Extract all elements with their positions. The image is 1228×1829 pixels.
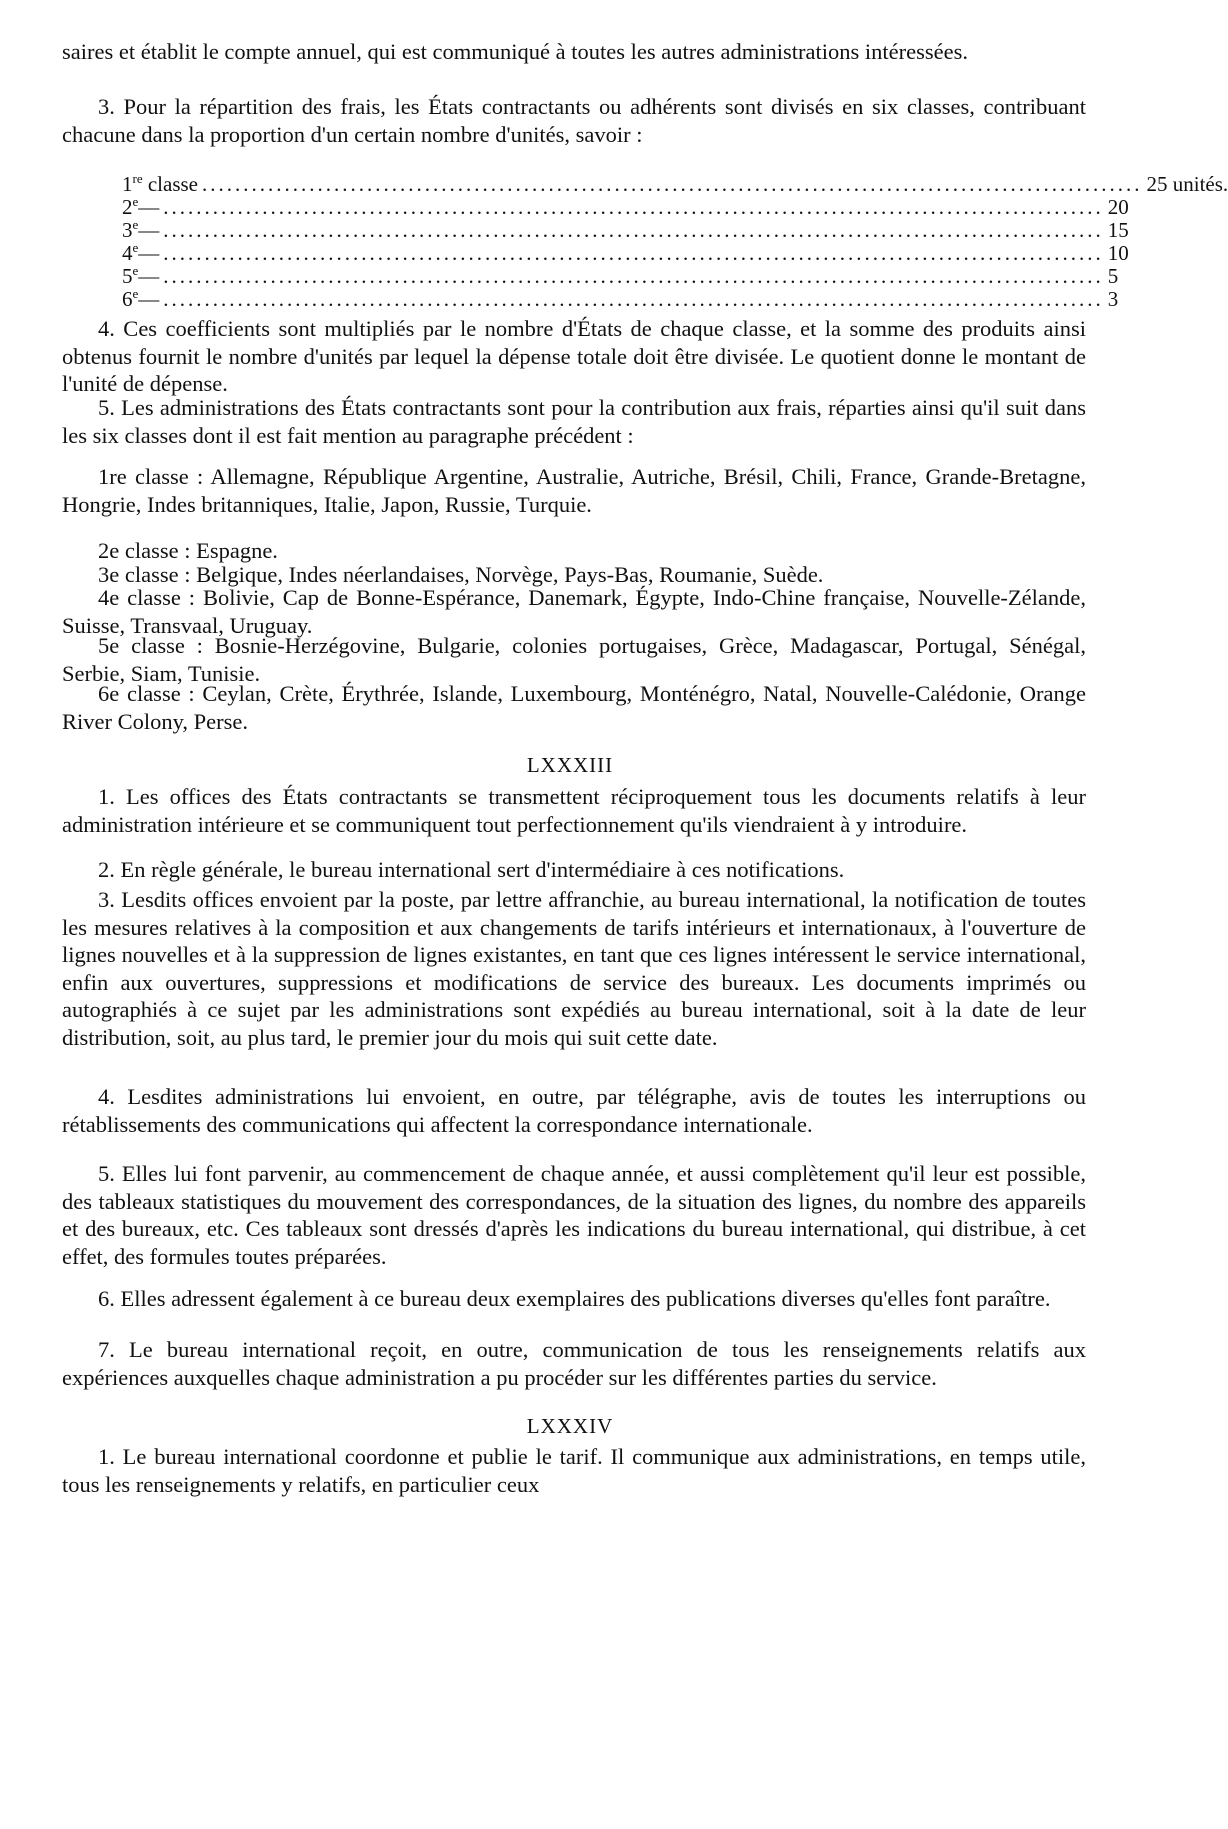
leader-dots: ..................................................................................................................	[163, 287, 1104, 311]
paragraph: 1. Les offices des États contractants se transmettent réciproquement tous les documents relatifs à leur administration intérieure et se communiquent tout perfectionnement qu'ils viendraient à y introduire.	[62, 784, 1086, 837]
ditto-dash: —	[138, 264, 160, 288]
ditto-dash: —	[138, 218, 160, 242]
paragraph: 3. Lesdits offices envoient par la poste, par lettre affranchie, au bureau international, la notification de toutes les mesures relatives à la composition et aux changements de tarifs intérieurs et internationaux, à l'ouverture de lignes nouvelles et à la suppression de lignes existantes, en tant que ces lignes intéressent le service international, enfin aux ouvertures, suppressions et modifications de service des bureaux. Les documents imprimés ou autographiés à ce sujet par les administrations sont expédiés au bureau international, soit à la date de leur distribution, soit, au plus tard, le premier jour du mois qui suit cette date.	[62, 887, 1086, 1050]
section-heading: LXXXIII	[526, 753, 614, 777]
paragraph: 6e classe : Ceylan, Crète, Érythrée, Islande, Luxembourg, Monténégro, Natal, Nouvelle-Calédonie, Orange River Colony, Perse.	[62, 681, 1086, 734]
section-heading: LXXXIV	[526, 1414, 614, 1438]
paragraph: 4e classe : Bolivie, Cap de Bonne-Espérance, Danemark, Égypte, Indo-Chine française, Nouvelle-Zélande, Suisse, Transvaal, Uruguay.	[62, 585, 1086, 638]
paragraph: 4. Lesdites administrations lui envoient, en outre, par télégraphe, avis de toutes les interruptions ou rétablissements des communications qui affectent la correspondance internationale.	[62, 1084, 1086, 1137]
paragraph: 5. Les administrations des États contractants sont pour la contribution aux frais, réparties ainsi qu'il suit dans les six classes dont il est fait mention au paragraphe précédent :	[62, 395, 1086, 448]
paragraph: 7. Le bureau international reçoit, en outre, communication de tous les renseignements relatifs aux expériences auxquelles chaque administration a pu procéder sur les différentes parties du service.	[62, 1337, 1086, 1390]
class-units: 5	[1107, 264, 1119, 288]
leader-dots: ..................................................................................................................	[163, 218, 1104, 242]
class-number: 1re classe	[122, 171, 199, 196]
class-number: 6e	[122, 286, 139, 311]
ditto-dash: —	[138, 195, 160, 219]
paragraph: 1. Le bureau international coordonne et publie le tarif. Il communique aux administrations, en temps utile, tous les renseignements y relatifs, en particulier ceux	[62, 1444, 1086, 1497]
class-units: 20	[1107, 195, 1129, 219]
paragraph: 5e classe : Bosnie-Herzégovine, Bulgarie, colonies portugaises, Grèce, Madagascar, Portugal, Sénégal, Serbie, Siam, Tunisie.	[62, 633, 1086, 686]
leader-dots: ..................................................................................................................	[163, 241, 1104, 265]
paragraph: saires et établit le compte annuel, qui est communiqué à toutes les autres administrations intéressées.	[62, 39, 968, 64]
paragraph: 4. Ces coefficients sont multipliés par le nombre d'États de chaque classe, et la somme des produits ainsi obtenus fournit le nombre d'unités par lequel la dépense totale doit être divisée. Le quotient donne le montant de l'unité de dépense.	[62, 316, 1086, 397]
ditto-dash: —	[138, 287, 160, 311]
paragraph: 3. Pour la répartition des frais, les États contractants ou adhérents sont divisés en six classes, contribuant chacune dans la proportion d'un certain nombre d'unités, savoir :	[62, 94, 1086, 147]
class-number: 5e	[122, 263, 139, 288]
paragraph: 2. En règle générale, le bureau international sert d'intermédiaire à ces notifications.	[98, 857, 845, 882]
paragraph: 3e classe : Belgique, Indes néerlandaises, Norvège, Pays-Bas, Roumanie, Suède.	[98, 562, 824, 587]
leader-dots: ..................................................................................................................	[163, 264, 1104, 288]
class-units: 10	[1107, 241, 1129, 265]
leader-dots: ..................................................................................................................	[163, 195, 1104, 219]
class-number: 4e	[122, 240, 139, 265]
class-units: 3	[1107, 287, 1119, 311]
class-units: 15	[1107, 218, 1129, 242]
paragraph: 1re classe : Allemagne, République Argentine, Australie, Autriche, Brésil, Chili, France, Grande-Bretagne, Hongrie, Indes britanniques, Italie, Japon, Russie, Turquie.	[62, 464, 1086, 517]
paragraph: 5. Elles lui font parvenir, au commencement de chaque année, et aussi complètement qu'il leur est possible, des tableaux statistiques du mouvement des correspondances, de la situation des lignes, du nombre des appareils et des bureaux, etc. Ces tableaux sont dressés d'après les indications du bureau international, qui distribue, à cet effet, des formules toutes préparées.	[62, 1161, 1086, 1269]
ditto-dash: —	[138, 241, 160, 265]
paragraph: 2e classe : Espagne.	[98, 538, 278, 563]
class-row	[122, 286, 1119, 312]
class-units: 25 unités.	[1146, 172, 1228, 196]
class-number: 2e	[122, 194, 139, 219]
leader-dots: ..................................................................................................................	[202, 172, 1143, 196]
paragraph: 6. Elles adressent également à ce bureau deux exemplaires des publications diverses qu'elles font paraître.	[98, 1286, 1051, 1311]
class-number: 3e	[122, 217, 139, 242]
